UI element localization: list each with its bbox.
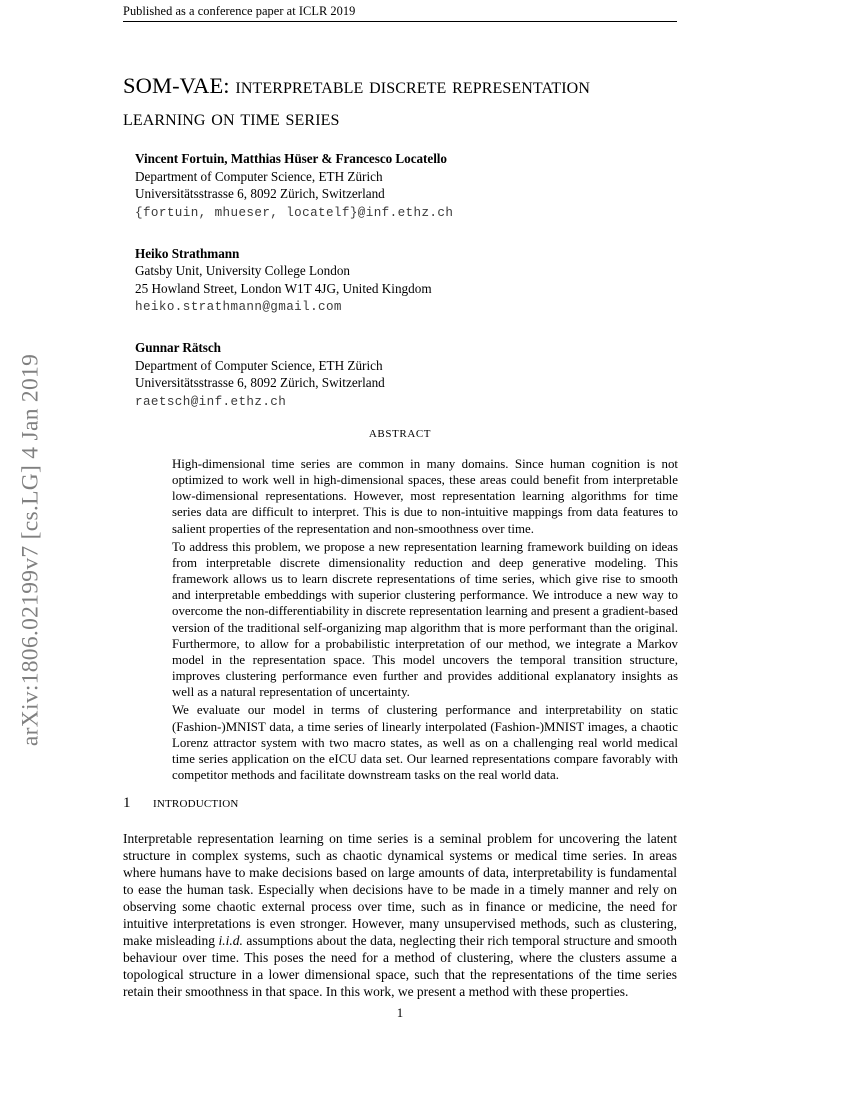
author-address-3: Universitätsstrasse 6, 8092 Zürich, Switzerland [135, 375, 385, 390]
running-header [123, 3, 677, 22]
abstract-body [172, 456, 678, 785]
arxiv-stamp [0, 0, 62, 1100]
abstract-paragraph-2: To address this problem, we propose a new representation learning framework building on ideas from interpretable discrete dimensionality reduction and deep generative modeling. This framework allows us to learn discrete representations of time series, which give rise to smooth and interpretable embeddings with superior clustering performance. We introduce a new way to overcome the non-differentiability in discrete representation learning and present a gradient-based version of the traditional self-organizing map algorithm that is more performant than the original. Furthermore, to allow for a probabilistic interpretation of our method, we integrate a Markov model in the representation space. This model uncovers the temporal transition structure, improves clustering performance even further and provides additional explanatory insights as well as a natural representation of uncertainty. [172, 539, 678, 700]
section-title: introduction [153, 795, 239, 811]
section-heading-introduction [123, 795, 677, 812]
title-block [123, 70, 683, 134]
abstract-heading: abstract [368, 424, 432, 441]
author-list [135, 150, 675, 434]
title-rest-line1: interpretable discrete representation [235, 73, 590, 98]
introduction-text-part1: Interpretable representation learning on time series is a seminal problem for uncovering the latent structure in complex systems, such as chaotic dynamical systems or medical time series. In areas where humans have to make decisions based on large amounts of data, interpretability is fundamental to ease the human task. Especially when decisions have to be made in a timely manner and rely on observing some chaotic external process over time, such as in finance or medicine, the need for intuitive interpretations is even stronger. However, many unsupervised methods, such as clustering, make misleading [123, 831, 677, 948]
author-address-1: Universitätsstrasse 6, 8092 Zürich, Switzerland [135, 186, 385, 201]
page-title [123, 70, 683, 134]
author-block-2 [135, 245, 675, 317]
abstract-paragraph-3: We evaluate our model in terms of clustering performance and interpretability on static (Fashion-)MNIST data, a time series of linearly interpolated (Fashion-)MNIST images, a chaotic Lorenz attractor system with two macro states, as well as on a challenging real world medical time series application on the eICU data set. Our learned representations compare favorably with competitor methods and facilitate downstream tasks on the real world data. [172, 703, 678, 782]
author-names-2: Heiko Strathmann [135, 245, 240, 261]
author-affiliation-3: Department of Computer Science, ETH Zürich [135, 357, 383, 373]
author-affiliation-1: Department of Computer Science, ETH Zürich [135, 168, 383, 184]
page-number: 1 [396, 1006, 404, 1020]
author-block-3 [135, 339, 675, 411]
arxiv-stamp-text: arXiv:1806.02199v7 [cs.LG] 4 Jan 2019 [17, 353, 44, 747]
introduction-body [123, 830, 677, 1000]
title-line2: learning on time series [123, 105, 340, 130]
author-email-1[interactable]: {fortuin, mhueser, locatelf}@inf.ethz.ch [135, 205, 454, 220]
author-names-3: Gunnar Rätsch [135, 340, 221, 355]
section-number: 1 [123, 795, 131, 811]
header-rule [123, 21, 677, 22]
author-email-2[interactable]: heiko.strathmann@gmail.com [135, 300, 342, 314]
author-block-1 [135, 150, 675, 222]
author-email-3[interactable]: raetsch@inf.ethz.ch [135, 394, 287, 409]
introduction-text-part2: assumptions about the data, neglecting their rich temporal structure and smooth behaviour over time. This poses the need for a method of clustering, where the clusters assume a topological structure in a lower dimensional space, such that the representations of the time series retain their smoothness in that space. In this work, we present a method with these properties. [123, 933, 677, 999]
author-address-2: 25 Howland Street, London W1T 4JG, United Kingdom [135, 280, 432, 296]
title-lead: SOM-VAE: [123, 73, 230, 98]
running-header-text: Published as a conference paper at ICLR 2019 [123, 4, 356, 18]
introduction-paragraph [123, 830, 677, 1000]
introduction-emphasis-iid: i.i.d. [218, 933, 243, 948]
abstract-paragraph-1: High-dimensional time series are common in many domains. Since human cognition is not optimized to work well in high-dimensional spaces, these areas could benefit from interpretable low-dimensional representations. However, most representation learning algorithms for time series data are difficult to interpret. This is due to non-intuitive mappings from data features to salient properties of the representation and non-smoothness over time. [172, 457, 678, 536]
author-affiliation-2: Gatsby Unit, University College London [135, 263, 351, 278]
page-content [123, 0, 677, 1100]
author-names-1: Vincent Fortuin, Matthias Hüser & Francesco Locatello [135, 151, 447, 166]
